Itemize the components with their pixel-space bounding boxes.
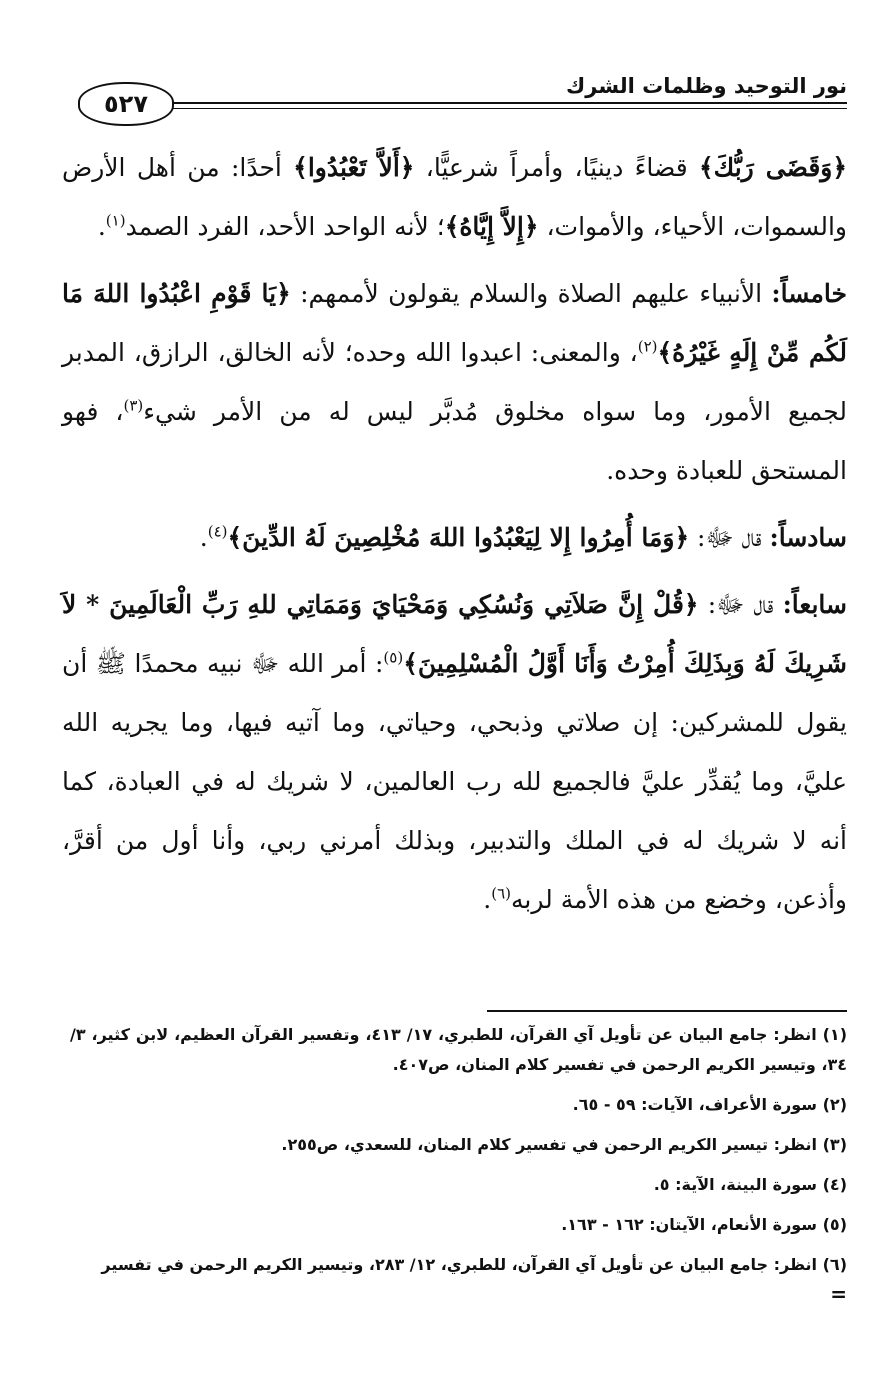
paragraph-label: سادساً: bbox=[769, 523, 847, 552]
page-number: ٥٢٧ bbox=[78, 82, 174, 126]
quran-quote: ﴿أَلاَّ تَعْبُدُوا﴾ bbox=[293, 153, 415, 182]
footnote-ref[interactable]: (٦) bbox=[491, 884, 511, 903]
text-run: ، والمعنى: اعبدوا الله وحده؛ لأنه الخالق، الرازق، المدبر لجميع الأمور، وما سواه مخلوق مُدبَّر ليس له من الأمر شيء bbox=[62, 338, 847, 426]
paragraph-2 bbox=[62, 264, 847, 500]
footnote-3: (٣) انظر: تيسير الكريم الرحمن في تفسير كلام المنان، للسعدي، ص٢٥٥. bbox=[281, 1135, 847, 1154]
text-run: . bbox=[97, 212, 106, 241]
paragraph-4 bbox=[62, 575, 847, 929]
footnotes bbox=[70, 1020, 847, 1304]
text-run: : أمر الله ﷻ نبيه محمدًا ﷺ أن يقول للمشركين: إن صلاتي وذبحي، وحياتي، وما آتيه فيها، وما يجريه الله عليَّ، وما يُقدِّر عليَّ فالجميع لله رب العالمين، لا شريك له في العبادة، كما أنه لا شريك له في الملك والتدبير، وبذلك أمرني ربي، وأنا أول من أقرَّ، وأذعن، وخضع من هذه الأمة لربه bbox=[62, 649, 847, 914]
quran-quote: ﴿وَمَا أُمِرُوا إِلا لِيَعْبُدُوا اللهَ مُخْلِصِينَ لَهُ الدِّينَ﴾ bbox=[227, 523, 690, 552]
footnote-continuation-mark: = bbox=[830, 1282, 847, 1306]
quran-quote: ﴿وَقَضَى رَبُّكَ﴾ bbox=[698, 153, 847, 182]
header-rule bbox=[164, 102, 847, 104]
footnote-separator bbox=[487, 1010, 847, 1012]
header-rule-thin bbox=[164, 108, 847, 109]
quran-quote: ﴿يَا قَوْمِ اعْبُدُوا اللهَ مَا لَكُم مِّنْ إِلَهٍ غَيْرُهُ﴾ bbox=[62, 279, 848, 367]
quran-quote: ﴿قُلْ إِنَّ صَلاَتِي وَنُسُكِي وَمَحْيَايَ وَمَمَاتِي للهِ رَبِّ الْعَالَمِينَ * لاَ شَرِيكَ لَهُ وَبِذَلِكَ أُمِرْتُ وَأَنَا أَوَّلُ الْمُسْلِمِينَ﴾ bbox=[62, 590, 847, 678]
running-title: نور التوحيد وظلمات الشرك bbox=[566, 74, 847, 98]
footnote-ref[interactable]: (١) bbox=[105, 211, 126, 230]
main-text bbox=[62, 138, 847, 937]
footnote-ref[interactable]: (٤) bbox=[207, 522, 228, 541]
page-header bbox=[78, 68, 847, 130]
footnote-2: (٢) سورة الأعراف، الآيات: ٥٩ - ٦٥. bbox=[572, 1095, 847, 1114]
paragraph-label: خامساً: bbox=[771, 279, 847, 308]
footnote-ref[interactable]: (٣) bbox=[123, 396, 144, 415]
paragraph-1 bbox=[62, 138, 847, 256]
paragraph-label: سابعاً: bbox=[782, 590, 847, 619]
footnote-ref[interactable]: (٢) bbox=[637, 337, 658, 356]
text-run: . bbox=[199, 523, 208, 552]
text-run: أحدًا: من أهل الأرض والسموات، الأحياء، والأموات، bbox=[62, 153, 847, 241]
text-run: الأنبياء عليهم الصلاة والسلام يقولون لأممهم: bbox=[290, 279, 772, 308]
text-run: ، فهو المستحق للعبادة وحده. bbox=[62, 397, 847, 485]
text-run: قال ﷻ: bbox=[689, 523, 770, 552]
text-run: قال ﷻ: bbox=[698, 590, 783, 619]
footnote-1: (١) انظر: جامع البيان عن تأويل آي القرآن، للطبري، ١٧/ ٤١٣، وتفسير القرآن العظيم، لابن كثير، ٣/ ٣٤، وتيسير الكريم الرحمن في تفسير كلام المنان، ص٤٠٧. bbox=[70, 1025, 847, 1074]
text-run: قضاءً دينيًا، وأمراً شرعيًّا، bbox=[414, 153, 699, 182]
paragraph-3 bbox=[62, 508, 847, 567]
footnote-4: (٤) سورة البينة، الآية: ٥. bbox=[653, 1175, 847, 1194]
footnote-6: (٦) انظر: جامع البيان عن تأويل آي القرآن، للطبري، ١٢/ ٢٨٣، وتيسير الكريم الرحمن في تفسير bbox=[101, 1255, 847, 1274]
footnote-ref[interactable]: (٥) bbox=[383, 648, 404, 667]
text-run: ؛ لأنه الواحد الأحد، الفرد الصمد bbox=[125, 212, 445, 241]
text-run: . bbox=[483, 885, 492, 914]
footnote-5: (٥) سورة الأنعام، الآيتان: ١٦٢ - ١٦٣. bbox=[561, 1215, 847, 1234]
quran-quote: ﴿إِلاَّ إِيَّاهُ﴾ bbox=[444, 212, 539, 241]
